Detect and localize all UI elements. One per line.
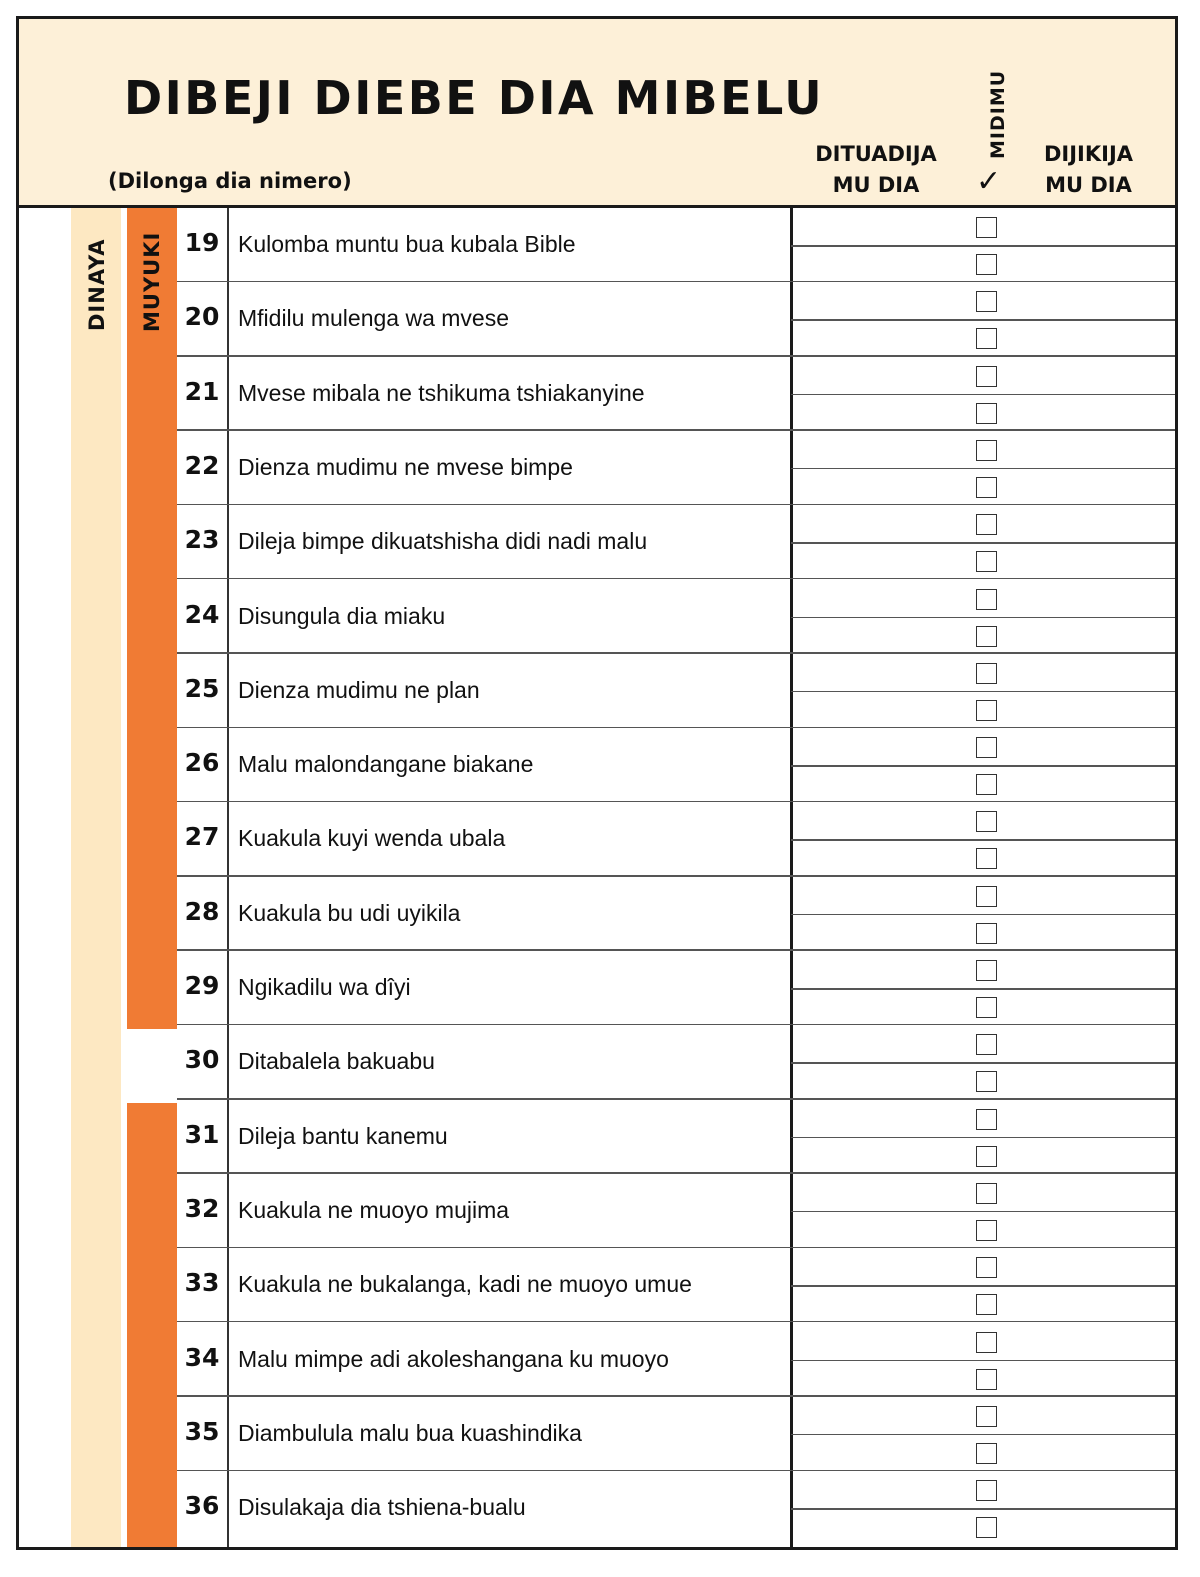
lesson-row bbox=[19, 282, 1175, 356]
exercise-checkbox[interactable] bbox=[976, 217, 997, 238]
lesson-number: 34 bbox=[184, 1342, 220, 1372]
row-midline bbox=[791, 1137, 1175, 1139]
lesson-number: 32 bbox=[184, 1193, 220, 1223]
lesson-number: 28 bbox=[184, 896, 220, 926]
lesson-row bbox=[19, 1174, 1175, 1248]
checkmark-icon: ✓ bbox=[976, 164, 1002, 199]
row-midline bbox=[791, 914, 1175, 916]
row-midline bbox=[791, 1508, 1175, 1510]
exercise-checkbox[interactable] bbox=[976, 366, 997, 387]
lesson-row bbox=[19, 505, 1175, 579]
exercise-checkbox[interactable] bbox=[976, 1146, 997, 1167]
exercise-checkbox[interactable] bbox=[976, 1443, 997, 1464]
exercise-checkbox[interactable] bbox=[976, 440, 997, 461]
lesson-row bbox=[19, 802, 1175, 876]
exercise-checkbox[interactable] bbox=[976, 254, 997, 275]
lesson-number: 29 bbox=[184, 971, 220, 1000]
exercise-checkbox[interactable] bbox=[976, 514, 997, 535]
lesson-number: 20 bbox=[184, 302, 220, 332]
lesson-title: Kulomba muntu bua kubala Bible bbox=[238, 231, 576, 257]
exercise-checkbox[interactable] bbox=[976, 1406, 997, 1427]
row-midline bbox=[791, 542, 1175, 544]
column-header-exercise: MIDIMU bbox=[987, 69, 1009, 159]
exercise-checkbox[interactable] bbox=[976, 1294, 997, 1315]
lesson-title: Mvese mibala ne tshikuma tshiakanyine bbox=[238, 379, 645, 406]
exercise-checkbox[interactable] bbox=[976, 589, 997, 610]
row-midline bbox=[791, 617, 1175, 619]
lesson-row bbox=[19, 208, 1175, 282]
row-midline bbox=[791, 839, 1175, 841]
lesson-number: 22 bbox=[184, 450, 220, 480]
section-label-outer: DINAYA bbox=[85, 238, 109, 331]
lesson-number: 25 bbox=[184, 673, 220, 703]
exercise-checkbox[interactable] bbox=[976, 774, 997, 795]
lesson-title: Malu malondangane biakane bbox=[238, 751, 534, 778]
exercise-checkbox[interactable] bbox=[976, 1220, 997, 1241]
row-midline bbox=[791, 319, 1175, 321]
lesson-number: 30 bbox=[184, 1045, 220, 1075]
row-midline bbox=[791, 1211, 1175, 1213]
page-title: DIBEJI DIEBE DIA MIBELU bbox=[124, 71, 825, 125]
exercise-checkbox[interactable] bbox=[976, 700, 997, 721]
exercise-checkbox[interactable] bbox=[976, 848, 997, 869]
section-label-inner: MUYUKI bbox=[140, 231, 164, 332]
exercise-checkbox[interactable] bbox=[976, 291, 997, 312]
lesson-number: 35 bbox=[184, 1416, 220, 1446]
exercise-checkbox[interactable] bbox=[976, 1071, 997, 1092]
lesson-title: Mfidilu mulenga wa mvese bbox=[238, 305, 510, 332]
exercise-checkbox[interactable] bbox=[976, 960, 997, 981]
lesson-title: Dienza mudimu ne mvese bimpe bbox=[238, 453, 573, 480]
lesson-number: 21 bbox=[184, 376, 220, 406]
column-header-date-given bbox=[801, 139, 951, 201]
row-midline bbox=[791, 245, 1175, 247]
lesson-row bbox=[19, 1397, 1175, 1471]
lesson-row bbox=[19, 1323, 1175, 1397]
column-header-date-given-line2: MU DIA bbox=[832, 173, 920, 197]
lesson-title: Ngikadilu wa dîyi bbox=[238, 974, 411, 1000]
lesson-title: Kuakula kuyi wenda ubala bbox=[238, 825, 506, 852]
row-midline bbox=[791, 468, 1175, 470]
exercise-checkbox[interactable] bbox=[976, 1257, 997, 1278]
column-header-date-completed bbox=[1021, 139, 1156, 201]
exercise-checkbox[interactable] bbox=[976, 477, 997, 498]
lesson-number: 33 bbox=[184, 1268, 220, 1298]
lesson-title: Dileja bantu kanemu bbox=[238, 1122, 448, 1149]
exercise-checkbox[interactable] bbox=[976, 328, 997, 349]
lesson-number: 24 bbox=[184, 599, 220, 629]
exercise-checkbox[interactable] bbox=[976, 811, 997, 832]
lesson-row bbox=[19, 580, 1175, 654]
row-midline bbox=[791, 1434, 1175, 1436]
row-midline bbox=[791, 1360, 1175, 1362]
exercise-checkbox[interactable] bbox=[976, 737, 997, 758]
column-header-date-completed-line2: MU DIA bbox=[1045, 173, 1132, 197]
lesson-row bbox=[19, 1025, 1175, 1099]
row-midline bbox=[791, 1062, 1175, 1064]
lesson-title: Kuakula ne muoyo mujima bbox=[238, 1196, 510, 1223]
lesson-row bbox=[19, 728, 1175, 802]
lesson-row bbox=[19, 951, 1175, 1025]
lesson-row bbox=[19, 431, 1175, 505]
exercise-checkbox[interactable] bbox=[976, 403, 997, 424]
exercise-checkbox[interactable] bbox=[976, 626, 997, 647]
lesson-row bbox=[19, 1471, 1175, 1545]
lesson-title: Kuakula bu udi uyikila bbox=[238, 899, 461, 926]
column-header-date-given-line1: DITUADIJA bbox=[815, 142, 937, 166]
lesson-title: Ditabalela bakuabu bbox=[238, 1048, 435, 1075]
lesson-row bbox=[19, 357, 1175, 431]
exercise-checkbox[interactable] bbox=[976, 1332, 997, 1353]
exercise-checkbox[interactable] bbox=[976, 1517, 997, 1538]
exercise-checkbox[interactable] bbox=[976, 923, 997, 944]
exercise-checkbox[interactable] bbox=[976, 1369, 997, 1390]
row-midline bbox=[791, 765, 1175, 767]
lesson-number: 36 bbox=[184, 1491, 220, 1521]
column-header-date-completed-line1: DIJIKIJA bbox=[1043, 142, 1134, 166]
exercise-checkbox[interactable] bbox=[976, 663, 997, 684]
exercise-checkbox[interactable] bbox=[976, 997, 997, 1018]
lesson-row bbox=[19, 1248, 1175, 1322]
study-progress-chart bbox=[16, 16, 1178, 1550]
lesson-title: Dileja bimpe dikuatshisha didi nadi malu bbox=[238, 528, 648, 555]
row-midline bbox=[791, 1285, 1175, 1287]
lesson-row bbox=[19, 654, 1175, 728]
lesson-title: Dienza mudimu ne plan bbox=[238, 676, 480, 703]
lesson-row bbox=[19, 1100, 1175, 1174]
page-subtitle: (Dilonga dia nimero) bbox=[108, 169, 352, 193]
row-midline bbox=[791, 394, 1175, 396]
exercise-checkbox[interactable] bbox=[976, 886, 997, 907]
exercise-checkbox[interactable] bbox=[976, 1109, 997, 1130]
chart-header bbox=[19, 19, 1175, 208]
exercise-checkbox[interactable] bbox=[976, 1183, 997, 1204]
lesson-number: 31 bbox=[184, 1119, 220, 1149]
lesson-number: 19 bbox=[184, 228, 220, 257]
lesson-title: Malu mimpe adi akoleshangana ku muoyo bbox=[238, 1345, 669, 1372]
exercise-checkbox[interactable] bbox=[976, 551, 997, 572]
lesson-title: Diambulula malu bua kuashindika bbox=[238, 1419, 582, 1446]
row-midline bbox=[791, 691, 1175, 693]
lesson-title: Disulakaja dia tshiena-bualu bbox=[238, 1494, 526, 1521]
lesson-number: 27 bbox=[184, 822, 220, 852]
lesson-row bbox=[19, 877, 1175, 951]
lesson-number: 26 bbox=[184, 748, 220, 778]
lesson-title: Kuakula ne bukalanga, kadi ne muoyo umue bbox=[238, 1271, 692, 1298]
lesson-number: 23 bbox=[184, 525, 220, 555]
exercise-checkbox[interactable] bbox=[976, 1034, 997, 1055]
lesson-title: Disungula dia miaku bbox=[238, 602, 446, 629]
exercise-checkbox[interactable] bbox=[976, 1480, 997, 1501]
row-midline bbox=[791, 988, 1175, 990]
